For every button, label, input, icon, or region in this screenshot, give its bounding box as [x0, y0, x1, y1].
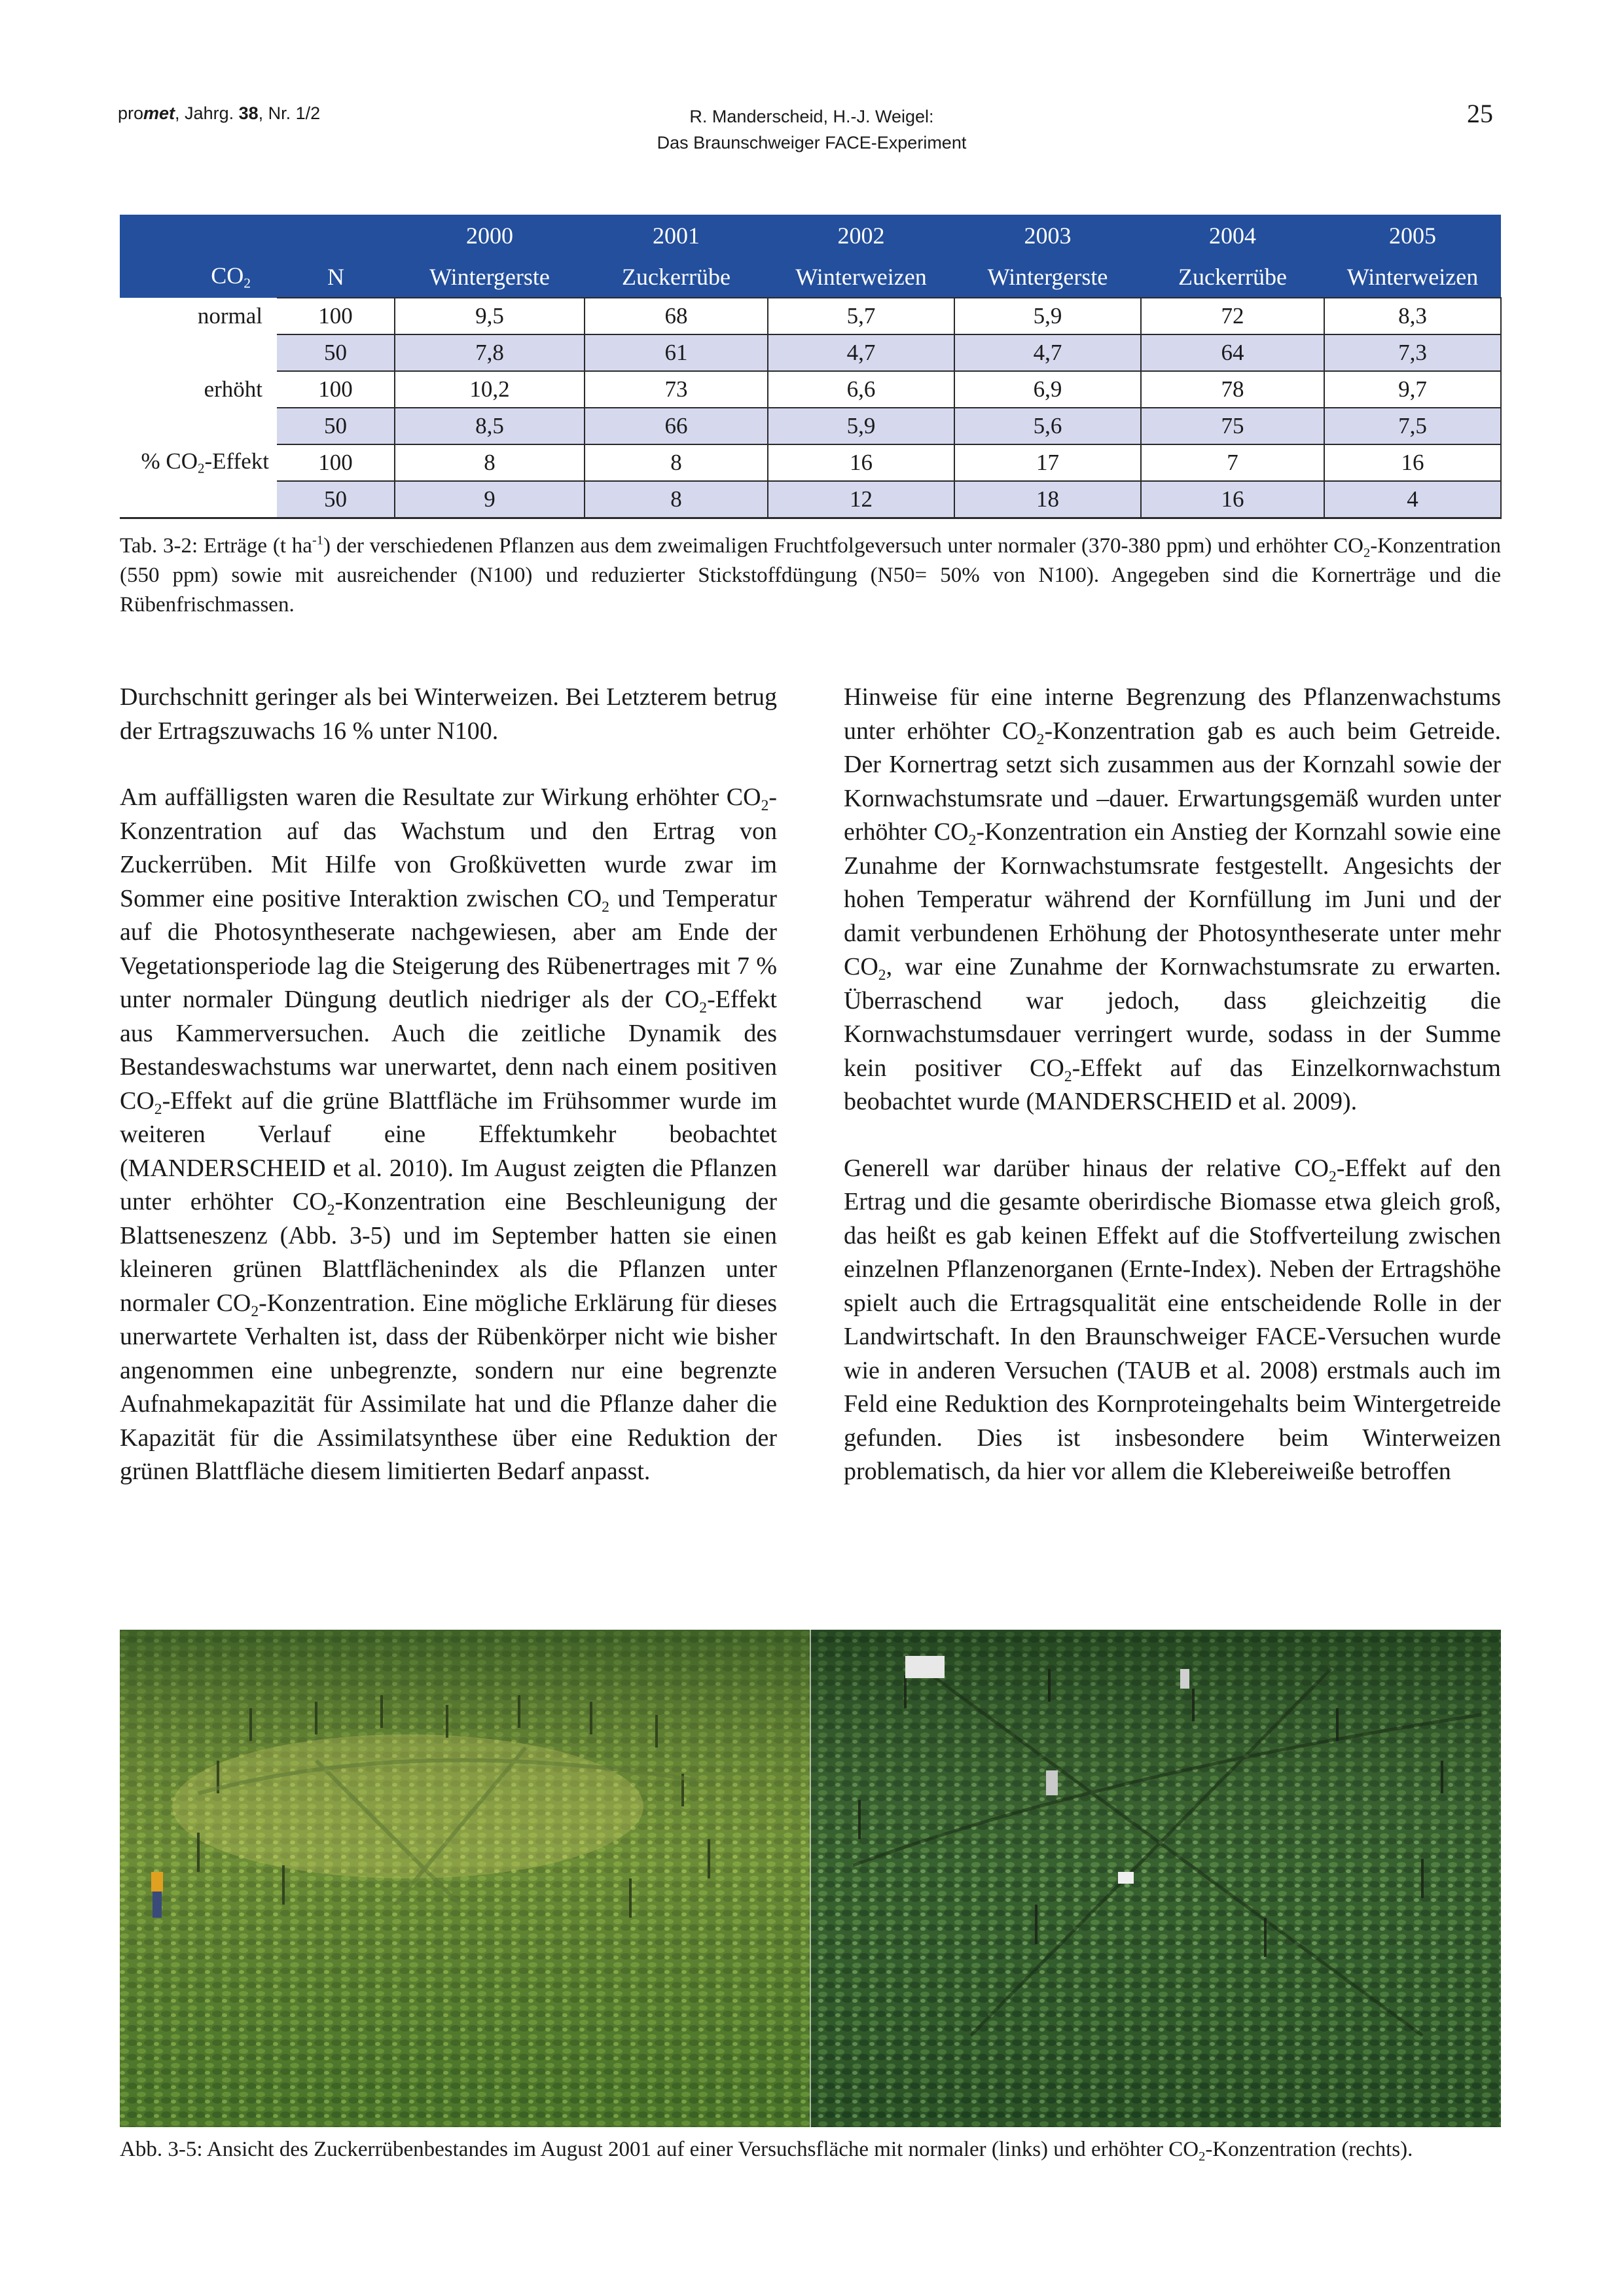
table-cell: 4,7 — [954, 334, 1141, 371]
table-header-crop: Wintergerste — [954, 256, 1141, 298]
row-label: % $CO_2$-Effekt — [120, 444, 277, 481]
table-cell: 6,6 — [768, 371, 954, 408]
table-header-co2: $CO_2$ — [120, 256, 277, 298]
table-cell: 17 — [954, 444, 1141, 481]
row-label — [120, 408, 277, 444]
table-cell: 6,9 — [954, 371, 1141, 408]
table-cell: 10,2 — [395, 371, 585, 408]
running-header-authors: R. Manderscheid, H.-J. Weigel: — [689, 107, 934, 126]
table-header-year: 2003 — [954, 215, 1141, 256]
table-header-crop: Wintergerste — [395, 256, 585, 298]
row-n: 100 — [277, 298, 395, 334]
table-cell: 66 — [585, 408, 768, 444]
table-cell: 16 — [1324, 444, 1501, 481]
table-cell: 4,7 — [768, 334, 954, 371]
table-cell: 18 — [954, 481, 1141, 518]
table-row — [120, 408, 1501, 444]
table-cell: 16 — [768, 444, 954, 481]
paragraph: Generell war darüber hinaus der relative $CO_2$-Effekt auf den Ertrag und die gesamte oberirdische Biomasse etwa gleich groß, das heißt es gab keinen Effekt auf die Stoffverteilung zwischen einzelnen Pflanzenorganen (Ernte-Index). Neben der Ertragshöhe spielt auch die Ertragsqualität eine entscheidende Rolle in der Landwirtschaft. In den Braunschweiger FACE-Versuchen wurde wie in anderen Versuchen (TAUB et al. 2008) erstmals auch im Feld eine Reduktion des Kornproteingehalts beim Wintergetreide gefunden. Dies ist insbesondere beim Winterweizen problematisch, da hier vor allem die Klebereiweiße betroffen — [844, 1154, 1501, 1485]
table-row — [120, 298, 1501, 334]
running-header-journal: promet, Jahrg. 38, Nr. 1/2 — [118, 103, 321, 123]
table-header-year: 2000 — [395, 215, 585, 256]
table-row — [120, 444, 1501, 481]
table-cell: 7,5 — [1324, 408, 1501, 444]
table-header-crop: Winterweizen — [768, 256, 954, 298]
table-header-n: N — [277, 256, 395, 298]
table-cell: 5,9 — [954, 298, 1141, 334]
table-header-year: 2004 — [1141, 215, 1324, 256]
figure-caption: Abb. 3-5: Ansicht des Zuckerrübenbestandes im August 2001 auf einer Versuchsfläche mit normaler (links) und erhöhter $CO_2$-Konzentration (rechts). — [120, 2138, 1413, 2164]
table-caption: Tab. 3-2: Erträge (t $ha^{-1}$) der verschiedenen Pflanzen aus dem zweimaligen Fruchtfolgeversuch unter normaler (370-380 ppm) und erhöhter $CO_2$-Konzentration (550 ppm) sowie mit ausreichender (N100) und reduzierter Stickstoffdüngung (N50= 50% von N100). Angegeben sind die Kornerträge und die Rübenfrischmassen. — [120, 533, 1501, 617]
row-n: 50 — [277, 408, 395, 444]
table-cell: 7,3 — [1324, 334, 1501, 371]
table-header-year: 2002 — [768, 215, 954, 256]
table-row — [120, 334, 1501, 371]
paragraph: Hinweise für eine interne Begrenzung des Pflanzenwachstums unter erhöhter $CO_2$-Konzentration gab es auch beim Getreide. Der Kornertrag setzt sich zusammen aus der Kornzahl sowie der Kornwachstumsrate und –dauer. Erwartungsgemäß wurden unter erhöhter $CO_2$-Konzentration ein Anstieg der Kornzahl sowie eine Zunahme der Kornwachstumsrate festgestellt. Angesichts der hohen Temperatur während der Kornfüllung im Juni und der damit verbundenen Erhöhung der Photosyntheserate unter mehr $CO_2$, war eine Zunahme der Kornwachstumsrate zu erwarten. Überraschend war jedoch, dass gleichzeitig die Kornwachstumsdauer verringert wurde, sodass in der Summe kein positiver $CO_2$-Effekt auf das Einzelkornwachstum beobachtet wurde (MANDERSCHEID et al. 2009). — [844, 683, 1502, 1115]
table-cell: 8,3 — [1324, 298, 1501, 334]
field-photo — [120, 1630, 1501, 2127]
table-cell: 5,7 — [768, 298, 954, 334]
table-cell: 8 — [395, 444, 585, 481]
table-row — [120, 371, 1501, 408]
table-cell: 72 — [1141, 298, 1324, 334]
table-cell: 5,9 — [768, 408, 954, 444]
page-number: 25 — [1467, 99, 1493, 128]
table-cell: 8,5 — [395, 408, 585, 444]
table-cell: 78 — [1141, 371, 1324, 408]
table-cell: 68 — [585, 298, 768, 334]
table-cell: 12 — [768, 481, 954, 518]
table-cell: 8 — [585, 481, 768, 518]
running-header-title: Das Braunschweiger FACE-Experiment — [657, 133, 967, 152]
row-label: normal — [120, 298, 277, 334]
paragraph: Am auffälligsten waren die Resultate zur Wirkung erhöhter $CO_2$-Konzentration auf das Wachstum und den Ertrag von Zuckerrüben. Mit Hilfe von Großküvetten wurde zwar im Sommer eine positive Interaktion zwischen $CO_2$ und Temperatur auf die Photosyntheserate nachgewiesen, aber am Ende der Vegetationsperiode lag die Steigerung des Rübenertrages mit 7 % unter normaler Düngung deutlich niedriger als der $CO_2$-Effekt aus Kammerversuchen. Auch die zeitliche Dynamik des Bestandeswachstums war unerwartet, denn nach einem positiven $CO_2$-Effekt auf die grüne Blattfläche im Frühsommer wurde im weiteren Verlauf eine Effektumkehr beobachtet (MANDERSCHEID et al. 2010). Im August zeigten die Pflanzen unter erhöhter $CO_2$-Konzentration eine Beschleunigung der Blattseneszenz (Abb. 3-5) und im September hatten sie einen kleineren grünen Blattflächenindex als die Pflanzen unter normaler $CO_2$-Konzentration. Eine mögliche Erklärung für dieses unerwartete Verhalten ist, dass der Rübenkörper nicht wie bisher angenommen eine unbegrenzte, sondern nur eine begrenzte Aufnahmekapazität für Assimilate hat und die Pflanze daher die Kapazität für die Assimilatsynthese über eine Reduktion der grünen Blattfläche diesem limitierten Bedarf anpasst. — [120, 783, 778, 1485]
photo-left-normal-co2 — [120, 1630, 810, 2127]
table-cell: 9 — [395, 481, 585, 518]
table-row — [120, 481, 1501, 518]
table-cell: 73 — [585, 371, 768, 408]
photo-right-elevated-co2 — [810, 1630, 1501, 2127]
table-cell: 61 — [585, 334, 768, 371]
row-n: 100 — [277, 371, 395, 408]
running-header-article — [550, 103, 1074, 156]
table-header-row-crops — [120, 256, 1501, 298]
row-n: 50 — [277, 334, 395, 371]
table-cell: 16 — [1141, 481, 1324, 518]
table-cell: 64 — [1141, 334, 1324, 371]
table-cell: 9,7 — [1324, 371, 1501, 408]
table-header-year: 2005 — [1324, 215, 1501, 256]
table-cell: 7 — [1141, 444, 1324, 481]
row-label — [120, 334, 277, 371]
table-header-crop: Winterweizen — [1324, 256, 1501, 298]
table-header-crop: Zuckerrübe — [1141, 256, 1324, 298]
table-header-crop: Zuckerrübe — [585, 256, 768, 298]
row-n: 100 — [277, 444, 395, 481]
table-cell: 4 — [1324, 481, 1501, 518]
yield-table — [120, 215, 1501, 519]
row-n: 50 — [277, 481, 395, 518]
table-header-year: 2001 — [585, 215, 768, 256]
table-cell: 5,6 — [954, 408, 1141, 444]
table-header-row-years — [120, 215, 1501, 256]
body-column-left — [120, 681, 777, 1522]
body-column-right — [844, 681, 1501, 1522]
table-cell: 8 — [585, 444, 768, 481]
paragraph: Durchschnitt geringer als bei Winterweizen. Bei Letzterem betrug der Ertragszuwachs 16 % unter N100. — [120, 683, 777, 745]
row-label: erhöht — [120, 371, 277, 408]
table-cell: 9,5 — [395, 298, 585, 334]
row-label — [120, 481, 277, 518]
table-cell: 7,8 — [395, 334, 585, 371]
table-cell: 75 — [1141, 408, 1324, 444]
